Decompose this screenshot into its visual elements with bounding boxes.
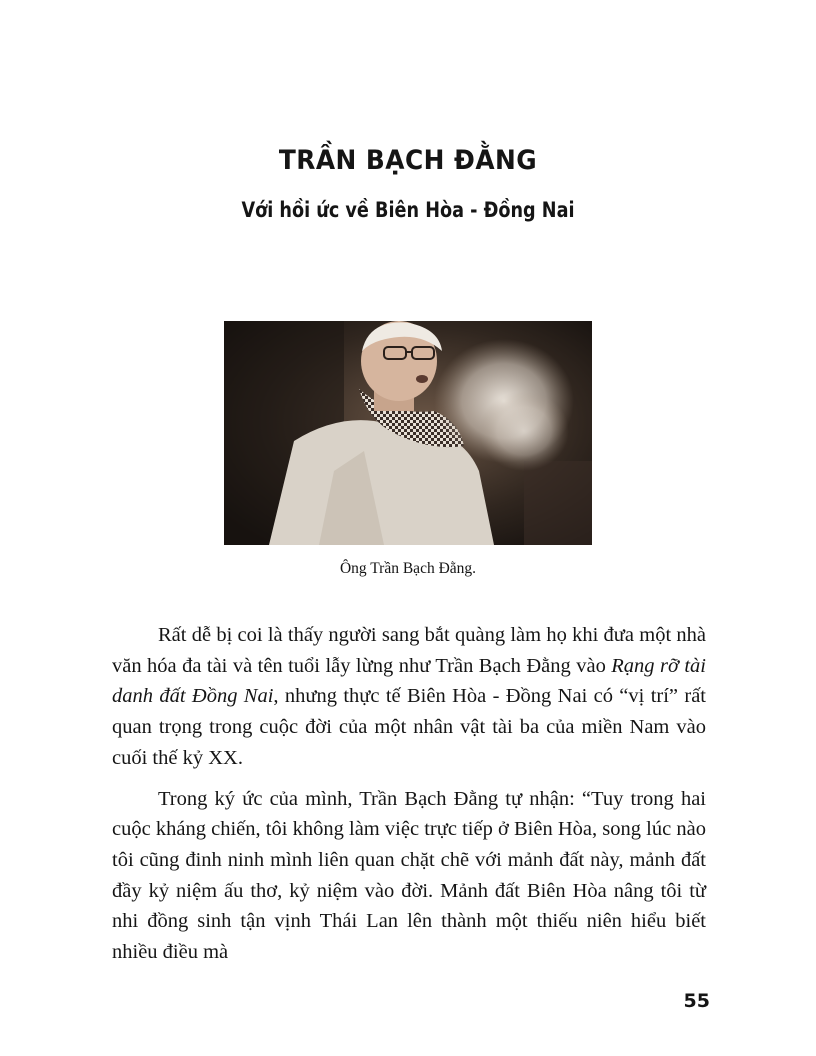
- book-title-italic: Rạng rỡ tài danh đất Đồng Nai: [112, 654, 706, 708]
- chapter-subtitle: Với hồi ức về Biên Hòa - Đồng Nai: [241, 198, 575, 222]
- paragraph-text: Rất dễ bị coi là thấy người sang bắt quàng làm họ khi đưa một nhà văn hóa đa tài và tên tuổi lẫy lừng như Trần Bạch Đằng vào: [112, 624, 706, 677]
- paragraph-text: , nhưng thực tế Biên Hòa - Đồng Nai có “vị trí” rất quan trọng trong cuộc đời của một nhân vật tài ba của miền Nam vào cuối thế kỷ XX.: [112, 685, 706, 769]
- body-text: [112, 620, 706, 968]
- paragraph: Trong ký ức của mình, Trần Bạch Đằng tự nhận: “Tuy trong hai cuộc kháng chiến, tôi không làm việc trực tiếp ở Biên Hòa, song lúc nào tôi cũng đinh ninh mình liên quan chặt chẽ với mảnh đất này, mảnh đất đầy kỷ niệm ấu thơ, kỷ niệm vào đời. Mảnh đất Biên Hòa nâng tôi từ nhi đồng sinh tận vịnh Thái Lan lên thành một thiếu niên hiểu biết nhiều điều mà: [112, 787, 706, 964]
- portrait-photo: [224, 321, 592, 545]
- paragraph: [112, 620, 706, 774]
- photo-caption: Ông Trần Bạch Đằng.: [339, 560, 477, 577]
- page-number: 55: [683, 990, 710, 1012]
- chapter-title: TRẦN BẠCH ĐẰNG: [278, 145, 538, 176]
